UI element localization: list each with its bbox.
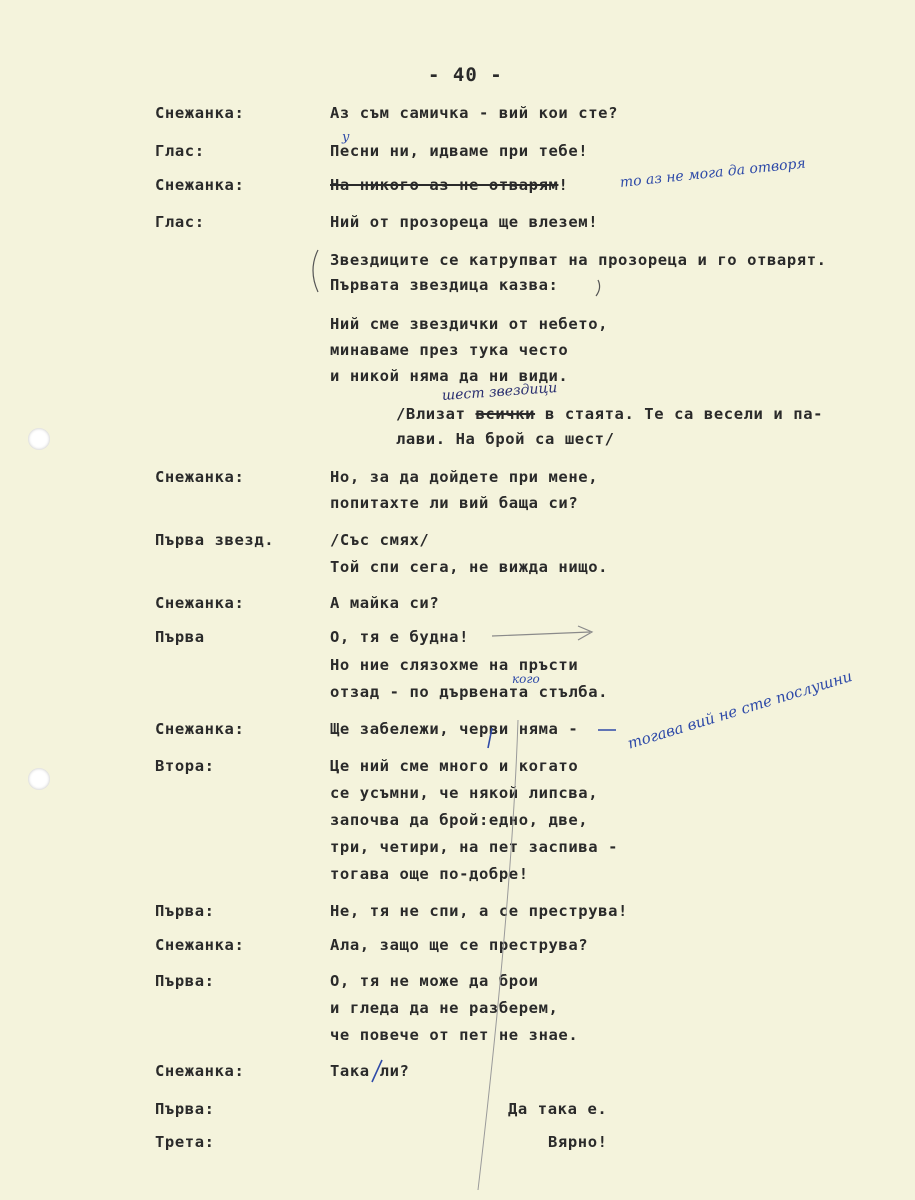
speaker-label: Снежанка: xyxy=(155,104,245,122)
line-punctuation: ! xyxy=(558,176,569,194)
stage-direction: Първата звездица казва: xyxy=(330,276,559,294)
speaker-label: Снежанка: xyxy=(155,468,245,486)
pen-stroke xyxy=(372,1060,382,1082)
speaker-label: Глас: xyxy=(155,142,205,160)
speaker-label: Първа: xyxy=(155,972,215,990)
stage-direction: Звездиците се катрупват на прозореца и го отварят. xyxy=(330,251,827,269)
handwritten-correction: кого xyxy=(512,672,540,686)
dialogue-line: Той спи сега, не вижда нищо. xyxy=(330,558,609,576)
stage-direction-rest: в стаята. Те са весели и па- xyxy=(535,405,824,423)
speaker-label: Снежанка: xyxy=(155,720,245,738)
bracket-mark xyxy=(596,280,600,296)
dialogue-line: тогава още по-добре! xyxy=(330,865,529,883)
speaker-label: Снежанка: xyxy=(155,1062,245,1080)
dialogue-line: Така ли? xyxy=(330,1062,410,1080)
struck-text: На никого аз не отварям xyxy=(330,176,559,194)
speaker-label: Първа: xyxy=(155,902,215,920)
bracket-mark xyxy=(313,250,318,292)
dialogue-line: попитахте ли вий баща си? xyxy=(330,494,579,512)
speaker-label: Първа звезд. xyxy=(155,531,275,549)
dialogue-line: Вярно! xyxy=(548,1133,608,1151)
dialogue-line: се усъмни, че някой липсва, xyxy=(330,784,599,802)
dialogue-line: минаваме през тука често xyxy=(330,341,569,359)
pencil-line xyxy=(478,720,518,1190)
handwritten-note: тогава вий не сте послушни xyxy=(625,666,855,753)
handwritten-note: то аз не мога да отворя xyxy=(619,155,807,191)
stage-direction: лави. На брой са шест/ xyxy=(396,430,615,448)
speaker-label: Снежанка: xyxy=(155,176,245,194)
dialogue-line: Не, тя не спи, а се преструва! xyxy=(330,902,628,920)
dialogue-line: Ний сме звездички от небето, xyxy=(330,315,609,333)
dialogue-line: Це ний сме много и когато xyxy=(330,757,579,775)
dialogue-line: започва да брой:едно, две, xyxy=(330,811,589,829)
dialogue-line: А майка си? xyxy=(330,594,440,612)
handwritten-correction: шест звездици xyxy=(441,379,558,404)
dialogue-line: Ний от прозореца ще влезем! xyxy=(330,213,599,231)
dialogue-line: Но ние слязохме на пръсти xyxy=(330,656,579,674)
dialogue-line: Аз съм самичка - вий кои сте? xyxy=(330,104,619,122)
speaker-label: Снежанка: xyxy=(155,594,245,612)
dialogue-line: О, тя е будна! xyxy=(330,628,470,646)
speaker-label: Първа: xyxy=(155,1100,215,1118)
speaker-label: Трета: xyxy=(155,1133,215,1151)
dialogue-line: Ще забележи, черви няма - xyxy=(330,720,579,738)
pen-stroke xyxy=(488,728,492,748)
dialogue-line: О, тя не може да брои xyxy=(330,972,539,990)
dialogue-line: три, четири, на пет заспива - xyxy=(330,838,619,856)
dialogue-line: Да така е. xyxy=(508,1100,608,1118)
stage-direction-start: /Влизат xyxy=(396,405,476,423)
struck-text: всички xyxy=(475,405,536,423)
speaker-label: Първа xyxy=(155,628,205,646)
dialogue-line: и гледа да не разберем, xyxy=(330,999,559,1017)
dialogue-line: Песни ни, идваме при тебе! xyxy=(330,142,589,160)
handwritten-correction: у xyxy=(342,130,350,145)
stage-direction: /Със смях/ xyxy=(330,531,430,549)
dialogue-line: отзад - по дървената стълба. xyxy=(330,683,609,701)
speaker-label: Снежанка: xyxy=(155,936,245,954)
dialogue-line: и никой няма да ни види. xyxy=(330,367,569,385)
arrow-mark xyxy=(492,632,590,636)
page-number: - 40 - xyxy=(428,64,503,86)
dialogue-line: Но, за да дойдете при мене, xyxy=(330,468,599,486)
speaker-label: Втора: xyxy=(155,757,215,775)
dialogue-line: Ала, защо ще се преструва? xyxy=(330,936,589,954)
speaker-label: Глас: xyxy=(155,213,205,231)
dialogue-line: че повече от пет не знае. xyxy=(330,1026,579,1044)
